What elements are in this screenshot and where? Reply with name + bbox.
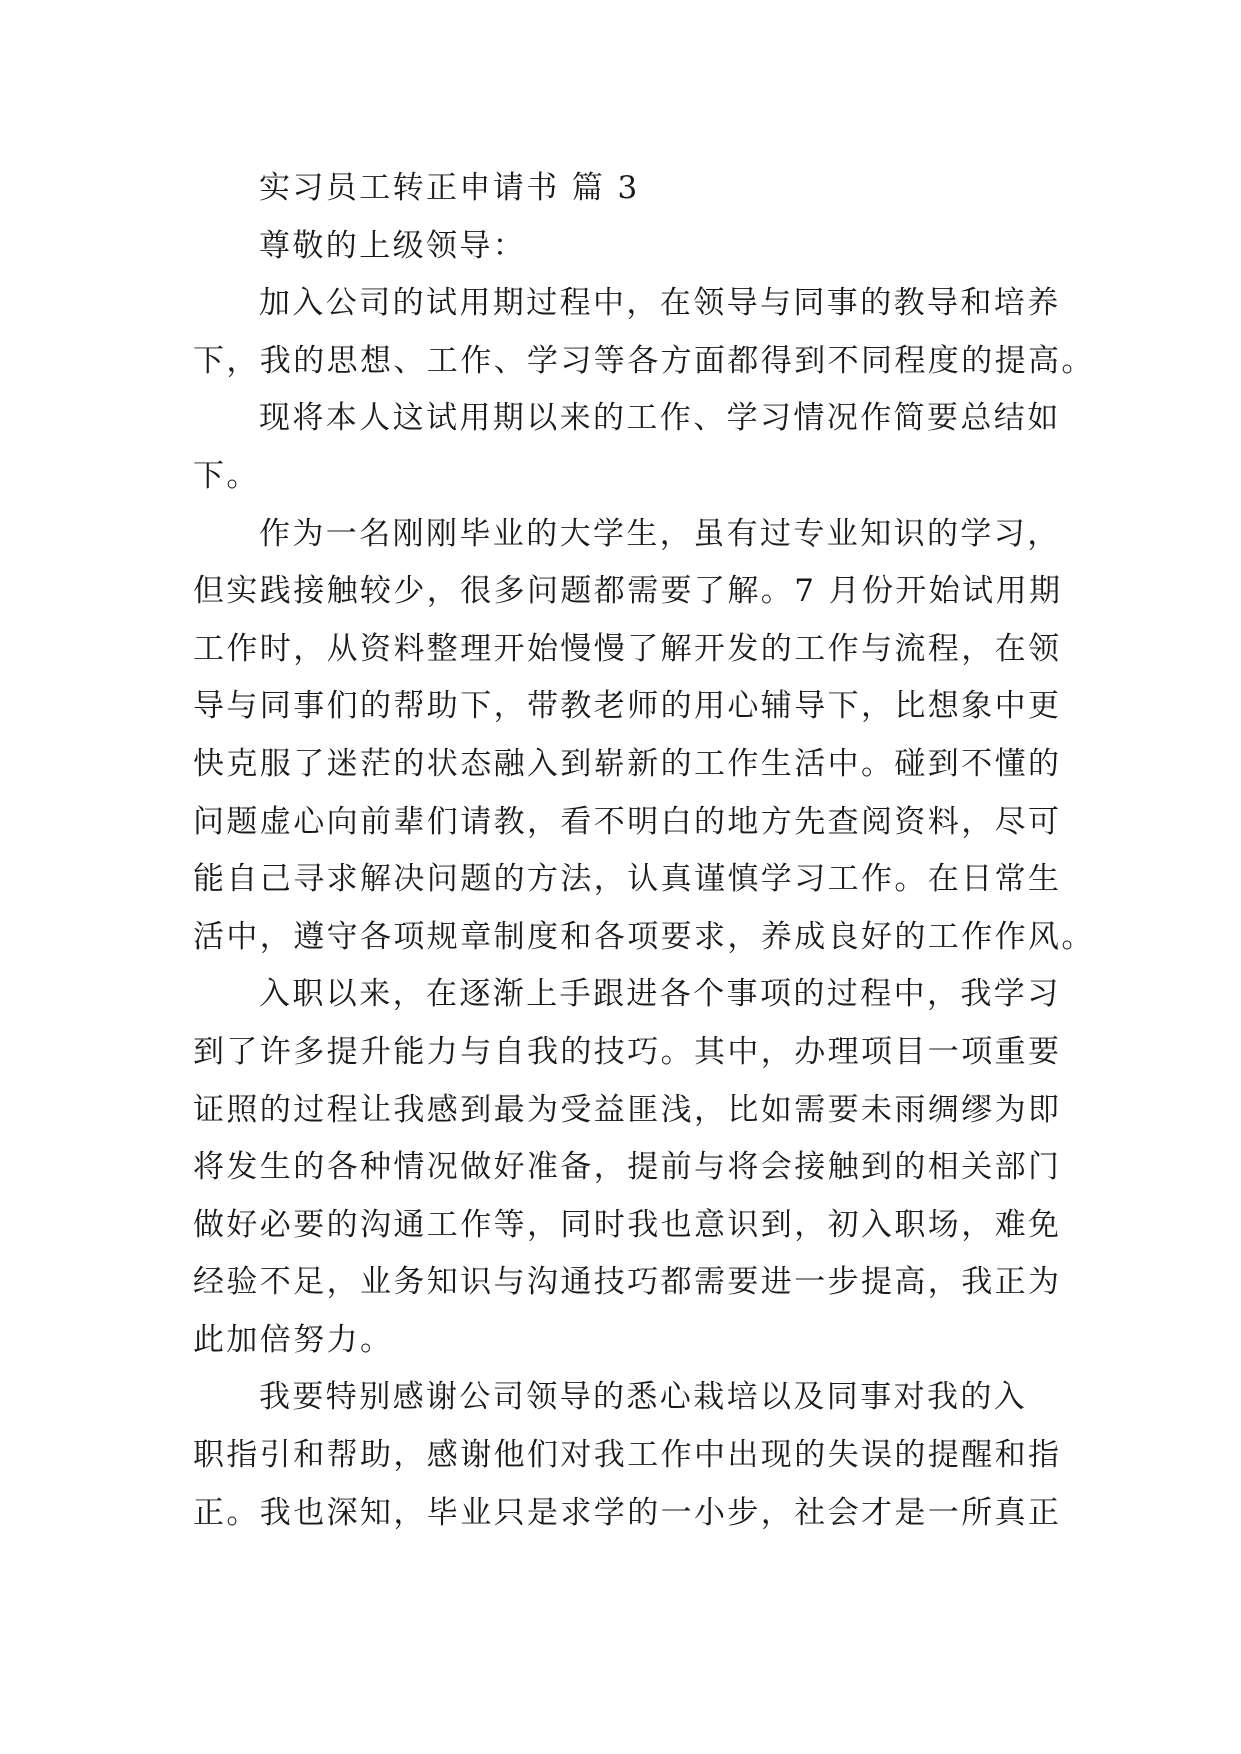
text-line: 导与同事们的帮助下，带教老师的用心辅导下，比想象中更 — [193, 688, 1062, 725]
text-line: 作为一名刚刚毕业的大学生，虽有过专业知识的学习， — [259, 515, 1061, 552]
text-line: 加入公司的试用期过程中，在领导与同事的教导和培养 — [259, 285, 1061, 322]
text-line: 我要特别感谢公司领导的悉心栽培以及同事对我的入 — [259, 1379, 1028, 1416]
paragraph-lines — [193, 275, 1095, 1542]
text-line: 工作时，从资料整理开始慢慢了解开发的工作与流程，在领 — [193, 630, 1062, 667]
text-line: 正。我也深知，毕业只是求学的一小步，社会才是一所真正 — [193, 1494, 1062, 1531]
document-body — [193, 160, 1095, 1542]
text-line: 将发生的各种情况做好准备，提前与将会接触到的相关部门 — [193, 1149, 1062, 1186]
document-title: 实习员工转正申请书 篇 3 — [259, 170, 640, 206]
text-line: 能自己寻求解决问题的方法，认真谨慎学习工作。在日常生 — [193, 861, 1062, 898]
text-line: 做好必要的沟通工作等，同时我也意识到，初入职场，难免 — [193, 1206, 1062, 1243]
text-line: 下。 — [193, 457, 260, 494]
text-line: 经验不足，业务知识与沟通技巧都需要进一步提高，我正为 — [193, 1264, 1062, 1301]
text-line: 但实践接触较少，很多问题都需要了解。7 月份开始试用期 — [193, 573, 1063, 610]
text-line: 活中，遵守各项规章制度和各项要求，养成良好的工作作风。 — [193, 918, 1095, 955]
text-line: 职指引和帮助，感谢他们对我工作中出现的失误的提醒和指 — [193, 1437, 1062, 1474]
text-line: 现将本人这试用期以来的工作、学习情况作简要总结如 — [259, 400, 1061, 437]
text-line: 到了许多提升能力与自我的技巧。其中，办理项目一项重要 — [193, 1033, 1062, 1070]
text-line: 证照的过程让我感到最为受益匪浅，比如需要未雨绸缪为即 — [193, 1091, 1062, 1128]
text-line: 快克服了迷茫的状态融入到崭新的工作生活中。碰到不懂的 — [193, 745, 1062, 782]
text-line: 下，我的思想、工作、学习等各方面都得到不同程度的提高。 — [193, 342, 1095, 379]
text-line: 问题虚心向前辈们请教，看不明白的地方先查阅资料，尽可 — [193, 803, 1062, 840]
text-line: 入职以来，在逐渐上手跟进各个事项的过程中，我学习 — [259, 976, 1061, 1013]
text-line: 此加倍努力。 — [193, 1321, 394, 1358]
salutation: 尊敬的上级领导： — [259, 227, 527, 264]
